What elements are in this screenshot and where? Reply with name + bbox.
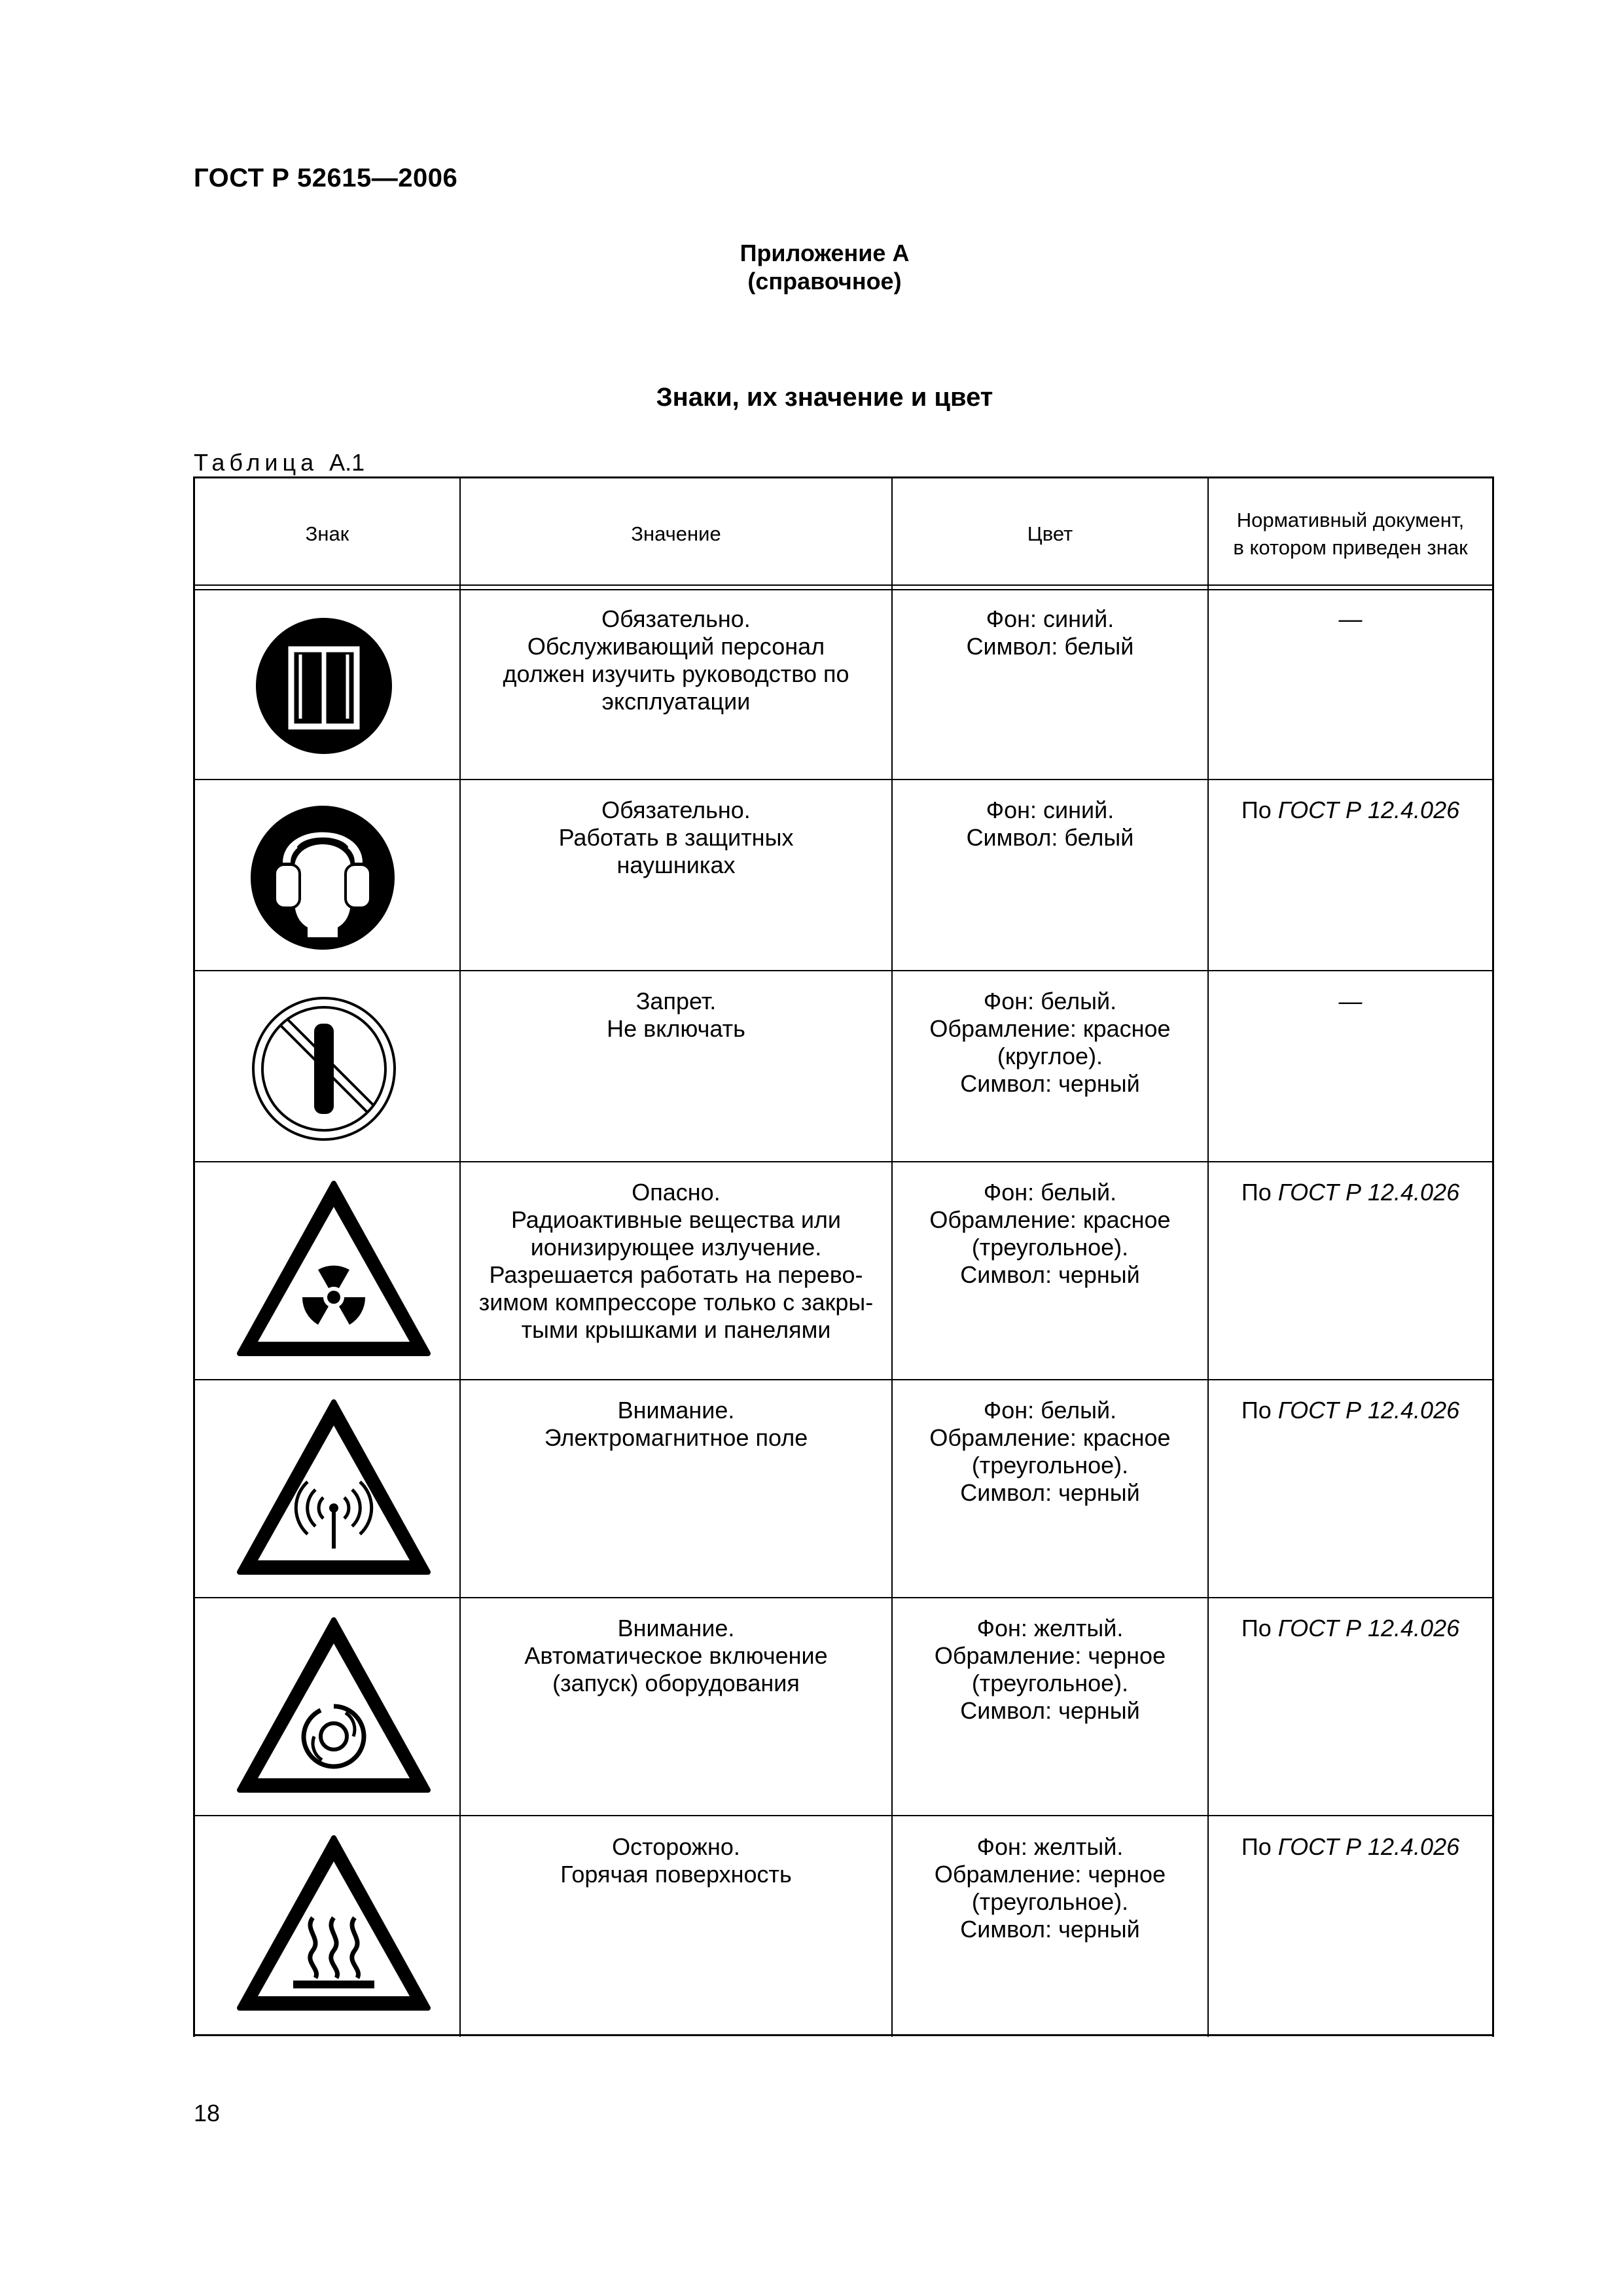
row-meaning: Осторожно. Горячая поверхность <box>560 1833 792 1888</box>
row-normative-doc <box>1209 797 1492 824</box>
row-divider <box>193 1379 1494 1380</box>
ear-protection-icon <box>247 802 398 956</box>
table-border-right <box>1492 478 1494 2037</box>
doc-reference: ГОСТ Р 12.4.026 <box>1277 1615 1460 1641</box>
row-meaning: Запрет. Не включать <box>607 988 745 1042</box>
row-meaning: Обязательно. Работать в защитных наушниках <box>558 797 794 878</box>
row-divider <box>193 970 1494 971</box>
row-normative-doc <box>1209 1179 1492 1206</box>
table-caption-label: Таблица <box>194 449 319 476</box>
row-divider <box>193 779 1494 780</box>
appendix-subtitle: (справочное) <box>747 268 902 295</box>
read-manual-icon <box>253 615 395 760</box>
table-caption <box>194 449 365 476</box>
header-sign: Знак <box>305 522 349 545</box>
row-divider <box>193 1815 1494 1816</box>
doc-reference: — <box>1338 605 1363 632</box>
automatic-start-warning-icon <box>236 1615 432 1801</box>
header-color: Цвет <box>1027 522 1073 545</box>
doc-prefix: По <box>1241 1397 1278 1424</box>
appendix-heading <box>654 239 995 295</box>
row-color: Фон: синий. Символ: белый <box>966 605 1134 660</box>
row-color: Фон: желтый. Обрамление: черное (треугольное). Символ: черный <box>934 1833 1166 1943</box>
row-normative-doc <box>1209 1397 1492 1424</box>
hot-surface-warning-icon <box>236 1833 432 2019</box>
row-color: Фон: желтый. Обрамление: черное (треугольное). Символ: черный <box>934 1615 1166 1724</box>
column-divider-3 <box>1207 478 1209 2037</box>
doc-prefix: По <box>1241 1833 1278 1860</box>
doc-reference: ГОСТ Р 12.4.026 <box>1277 1833 1460 1860</box>
table-border-left <box>193 478 195 2037</box>
doc-reference: ГОСТ Р 12.4.026 <box>1277 1397 1460 1424</box>
appendix-title: Приложение А <box>740 240 910 266</box>
radiation-warning-icon <box>236 1178 432 1365</box>
row-color: Фон: белый. Обрамление: красное (круглое). Символ: черный <box>929 988 1171 1097</box>
table-border-top <box>193 476 1494 478</box>
row-normative-doc <box>1209 605 1492 633</box>
page-number: 18 <box>194 2100 221 2126</box>
row-color: Фон: белый. Обрамление: красное (треугольное). Символ: черный <box>929 1179 1171 1288</box>
table-caption-number: А.1 <box>329 449 365 476</box>
row-divider <box>193 1597 1494 1598</box>
row-meaning: Внимание. Автоматическое включение (запуск) оборудования <box>524 1615 828 1696</box>
header-divider-upper <box>193 584 1494 586</box>
table-border-bottom <box>193 2034 1494 2036</box>
row-meaning: Внимание. Электромагнитное поле <box>544 1397 808 1451</box>
row-meaning: Опасно. Радиоактивные вещества или ионизирующее излучение. Разрешается работать на перево- зимом компрессоре только с закры- тыми крышками и панелями <box>478 1179 874 1343</box>
doc-prefix: По <box>1241 1179 1278 1206</box>
document-code: ГОСТ Р 52615—2006 <box>194 164 458 192</box>
doc-reference: — <box>1338 988 1363 1014</box>
row-divider <box>193 1161 1494 1162</box>
doc-reference: ГОСТ Р 12.4.026 <box>1277 1179 1460 1206</box>
doc-reference: ГОСТ Р 12.4.026 <box>1277 797 1460 823</box>
header-normative-doc: Нормативный документ, в котором приведен знак <box>1233 509 1468 559</box>
row-meaning: Обязательно. Обслуживающий персонал должен изучить руководство по эксплуатации <box>503 605 849 715</box>
row-normative-doc <box>1209 1615 1492 1642</box>
row-normative-doc <box>1209 988 1492 1015</box>
header-divider-lower <box>193 589 1494 590</box>
header-meaning: Значение <box>631 522 721 545</box>
row-normative-doc <box>1209 1833 1492 1861</box>
electromagnetic-field-warning-icon <box>236 1397 432 1583</box>
doc-prefix: По <box>1241 797 1278 823</box>
doc-prefix: По <box>1241 1615 1278 1641</box>
do-not-switch-on-icon <box>249 994 399 1147</box>
section-title: Знаки, их значение и цвет <box>656 383 993 412</box>
row-color: Фон: синий. Символ: белый <box>966 797 1134 851</box>
row-color: Фон: белый. Обрамление: красное (треугольное). Символ: черный <box>929 1397 1171 1506</box>
